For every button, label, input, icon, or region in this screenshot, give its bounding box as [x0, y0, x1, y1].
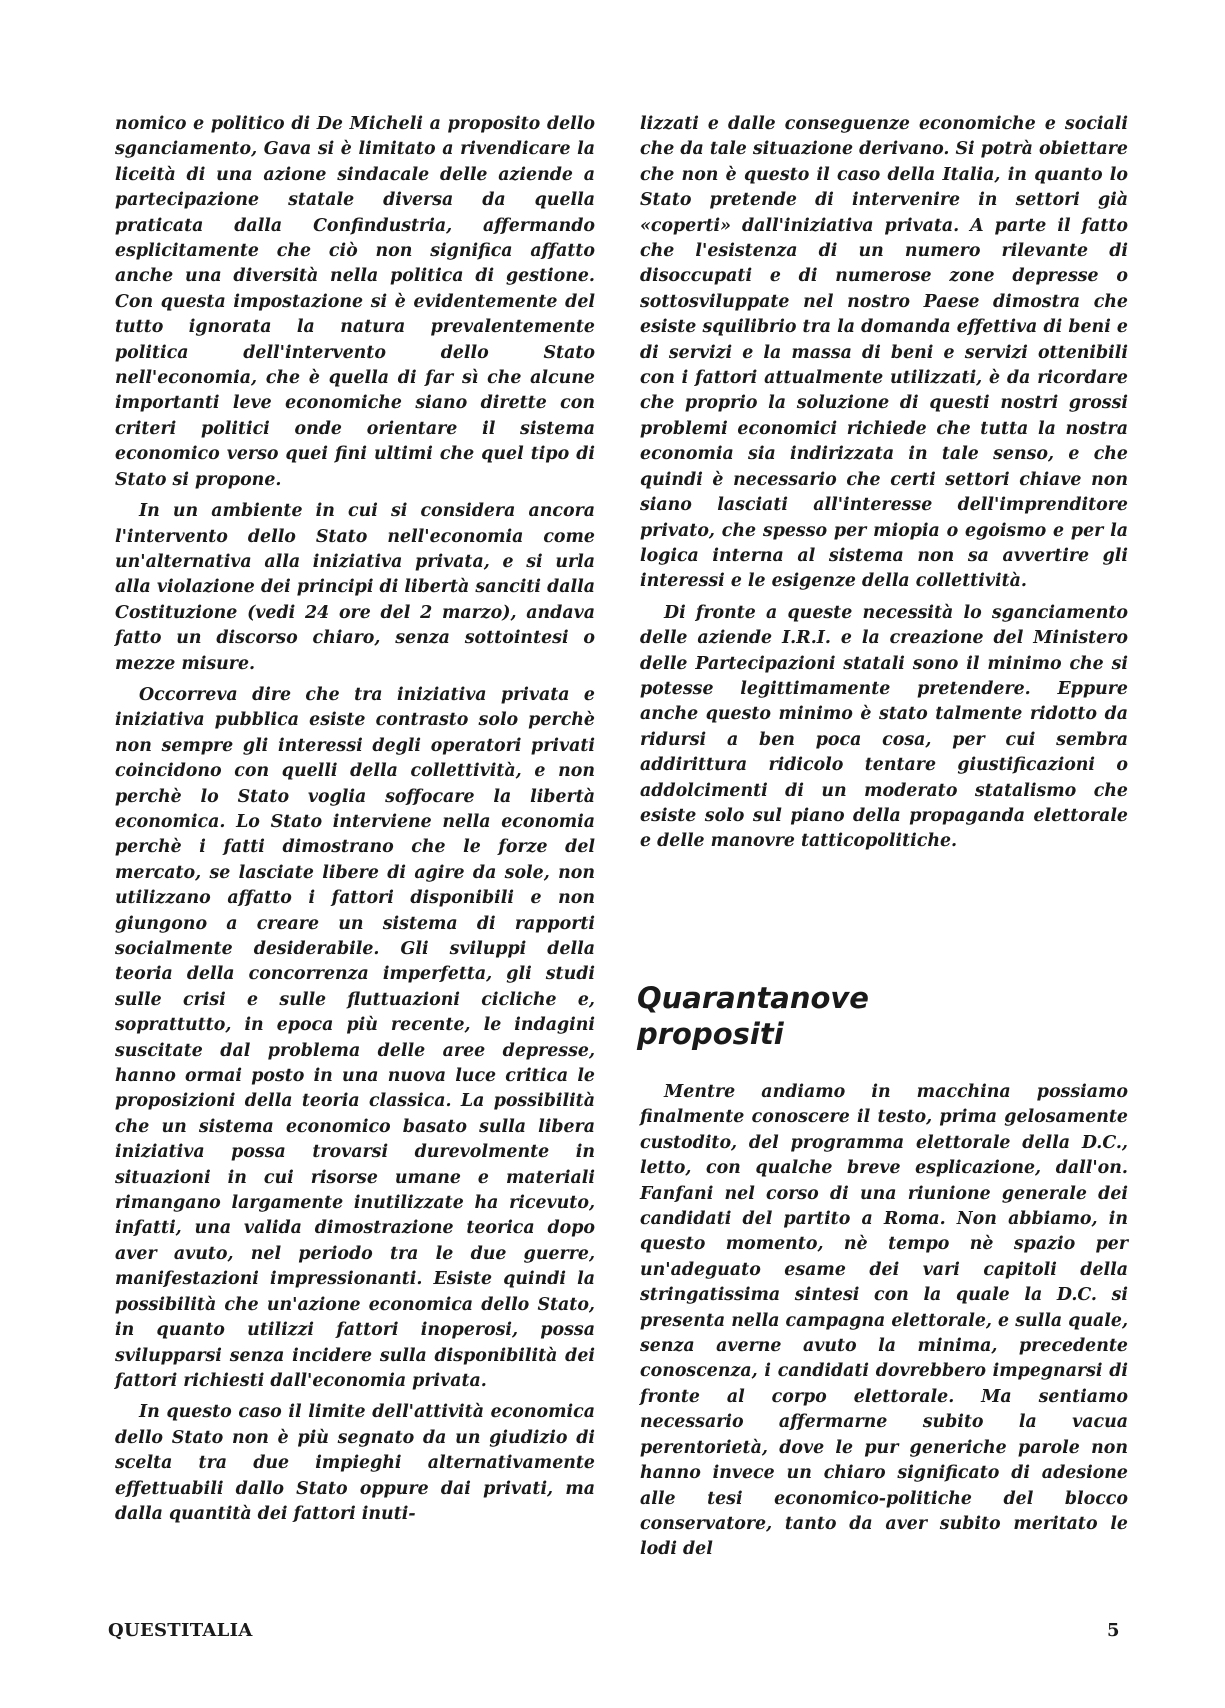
page-number: 5 [1107, 1620, 1120, 1641]
left-column [115, 112, 595, 1527]
magazine-name: QUESTITALIA [108, 1620, 253, 1641]
right-column-bottom [640, 1080, 1128, 1563]
paragraph-6: Di fronte a queste necessità lo sganciamento delle aziende I.R.I. e la creazione del Ministero delle Partecipazioni statali sono il minimo che si potesse legittimamente pretendere. Eppure anche questo minimo è stato talmente ridotto da ridursi a ben poca cosa, per cui sembra addirittura ridicolo tentare giustificazioni o addolcimenti di un moderato statalismo che esiste solo sul piano della propaganda elettorale e delle manovre tatticopolitiche. [640, 602, 1128, 852]
section-heading-line-1: Quarantanove [637, 981, 869, 1015]
paragraph-4: In questo caso il limite dell'attività economica dello Stato non è più segnato da un giudizio di scelta tra due impieghi alternativamente effettuabili dallo Stato oppure dai privati, ma dalla quantità dei fattori inuti- [115, 1402, 595, 1524]
paragraph-7: Mentre andiamo in macchina possiamo finalmente conoscere il testo, prima gelosamente custodito, del programma elettorale della D.C., letto, con qualche breve esplicazione, dall'on. Fanfani nel corso di una riunione generale dei candidati del partito a Roma. Non abbiamo, in questo momento, nè tempo nè spazio per un'adeguato esame dei vari capitoli della stringatissima sintesi con la quale la D.C. si presenta nella campagna elettorale, e sulla quale, senza averne avuto la minima, precedente conoscenza, i candidati dovrebbero impegnarsi di fronte al corpo elettorale. Ma sentiamo necessario affermarne subito la vacua perentorietà, dove le pur generiche parole non hanno invece un chiaro significato di adesione alle tesi economico-politiche del blocco conservatore, tanto da aver subito meritato le lodi del [640, 1082, 1128, 1560]
paragraph-5: lizzati e dalle conseguenze economiche e sociali che da tale situazione derivano. Si potrà obiettare che non è questo il caso della Italia, in quanto lo Stato pretende di intervenire in settori già «coperti» dall'iniziativa privata. A parte il fatto che l'esistenza di un numero rilevante di disoccupati e di numerose zone depresse o sottosviluppate nel nostro Paese dimostra che esiste squilibrio tra la domanda effettiva di beni e di servizi e la massa di beni e servizi ottenibili con i fattori attualmente utilizzati, è da ricordare che proprio la soluzione di questi nostri grossi problemi economici richiede che tutta la nostra economia sia indirizzata in tale senso, e che quindi è necessario che certi settori chiave non siano lasciati all'interesse dell'imprenditore privato, che spesso per miopia o egoismo e per la logica interna al sistema non sa avvertire gli interessi e le esigenze della collettività. [640, 114, 1128, 592]
paragraph-3: Occorreva dire che tra iniziativa privata e iniziativa pubblica esiste contrasto solo perchè non sempre gli interessi degli operatori privati coincidono con quelli della collettività, e non perchè lo Stato voglia soffocare la libertà economica. Lo Stato interviene nella economia perchè i fatti dimostrano che le forze del mercato, se lasciate libere di agire da sole, non utilizzano affatto i fattori disponibili e non giungono a creare un sistema di rapporti socialmente desiderabile. Gli sviluppi della teoria della concorrenza imperfetta, gli studi sulle crisi e sulle fluttuazioni cicliche e, soprattutto, in epoca più recente, le indagini suscitate dal problema delle aree depresse, hanno ormai posto in una nuova luce critica le proposizioni della teoria classica. La possibilità che un sistema economico basato sulla libera iniziativa possa trovarsi durevolmente in situazioni in cui risorse umane e materiali rimangano largamente inutilizzate ha ricevuto, infatti, una valida dimostrazione teorica dopo aver avuto, nel periodo tra le due guerre, manifestazioni impressionanti. Esiste quindi la possibilità che un'azione economica dello Stato, in quanto utilizzi fattori inoperosi, possa svilupparsi senza incidere sulla disponibilità dei fattori richiesti dall'economia privata. [115, 684, 595, 1391]
paragraph-1: nomico e politico di De Micheli a proposito dello sganciamento, Gava si è limitato a rivendicare la liceità di una azione sindacale delle aziende a partecipazione statale diversa da quella praticata dalla Confindustria, affermando esplicitamente che ciò non significa affatto anche una diversità nella politica di gestione. Con questa impostazione si è evidentemente del tutto ignorata la natura prevalentemente politica dell'intervento dello Stato nell'economia, che è quella di far sì che alcune importanti leve economiche siano dirette con criteri politici onde orientare il sistema economico verso quei fini ultimi che quel tipo di Stato si propone. [115, 114, 595, 490]
right-column-top [640, 112, 1128, 855]
section-heading [637, 980, 1037, 1052]
paragraph-2: In un ambiente in cui si considera ancora l'intervento dello Stato nell'economia come un'alternativa alla iniziativa privata, e si urla alla violazione dei principi di libertà sanciti dalla Costituzione (vedi 24 ore del 2 marzo), andava fatto un discorso chiaro, senza sottointesi o mezze misure. [115, 501, 595, 674]
section-heading-line-2: propositi [637, 1017, 784, 1051]
